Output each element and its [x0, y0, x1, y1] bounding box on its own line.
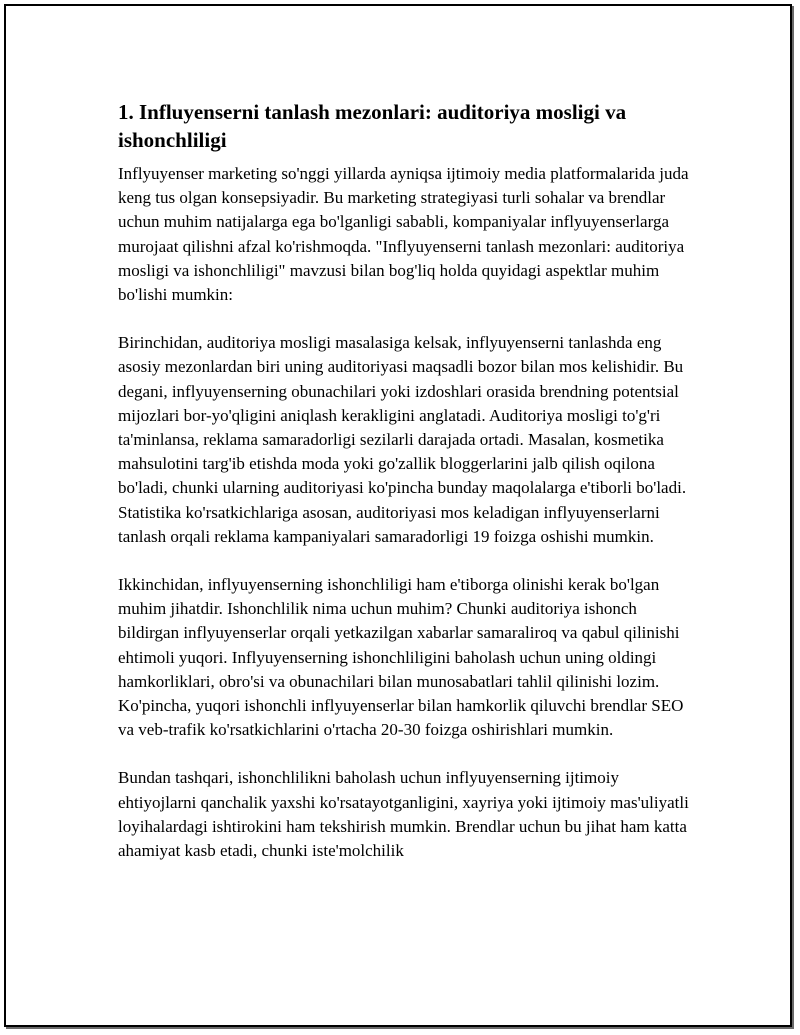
section-heading: 1. Influyenserni tanlash mezonlari: auditoriya mosligi va ishonchliligi — [118, 100, 627, 152]
document-body — [118, 98, 698, 887]
paragraph-credibility: Ikkinchidan, inflyuyenserning ishonchliligi ham e'tiborga olinishi kerak bo'lgan muhim jihatdir. Ishonchlilik nima uchun muhim? Chunki auditoriya ishonch bildirgan inflyuyenserlar orqali yetkazilgan xabarlar samaraliroq va qabul qilinishi ehtimoli yuqori. Inflyuyenserning ishonchliligini baholash uchun uning oldingi hamkorliklari, obro'si va obunachilari bilan munosabatlari tahlil qilinishi lozim. Ko'pincha, yuqori ishonchli inflyuyenserlar bilan hamkorlik qiluvchi brendlar SEO va veb-trafik ko'rsatkichlarini o'rtacha 20-30 foizga oshirishlari mumkin. — [118, 575, 684, 740]
paragraph-intro: Inflyuyenser marketing so'nggi yillarda ayniqsa ijtimoiy media platformalarida juda keng tus olgan konsepsiyadir. Bu marketing strategiyasi turli sohalar va brendlar uchun muhim natijalarga ega bo'lganligi sababli, kompaniyalar inflyuyenserlarga murojaat qilishni afzal ko'rishmoqda. "Inflyuyenserni tanlash mezonlari: auditoriya mosligi va ishonchliligi" mavzusi bilan bog'liq holda quyidagi aspektlar muhim bo'lishi mumkin: — [118, 164, 689, 305]
paragraph-audience-fit: Birinchidan, auditoriya mosligi masalasiga kelsak, inflyuyenserni tanlashda eng asosiy mezonlardan biri uning auditoriyasi maqsadli bozor bilan mos kelishidir. Bu degani, inflyuyenserning obunachilari yoki izdoshlari orasida brendning potentsial mijozlari bor-yo'qligini aniqlash kerakligini anglatadi. Auditoriya mosligi to'g'ri ta'minlansa, reklama samaradorligi sezilarli darajada ortadi. Masalan, kosmetika mahsulotini targ'ib etishda moda yoki go'zallik bloggerlarini jalb qilish oqilona bo'ladi, chunki ularning auditoriyasi ko'pincha bunday maqolalarga e'tiborli bo'ladi. Statistika ko'rsatkichlariga asosan, auditoriyasi mos keladigan inflyuyenserlarni tanlash orqali reklama kampaniyalari samaradorligi 19 foizga oshishi mumkin. — [118, 333, 687, 546]
paragraph-social-responsibility: Bundan tashqari, ishonchlilikni baholash uchun inflyuyenserning ijtimoiy ehtiyojlarni qanchalik yaxshi ko'rsatayotganligini, xayriya yoki ijtimoiy mas'uliyatli loyihalardagi ishtirokini ham tekshirish mumkin. Brendlar uchun bu jihat ham katta ahamiyat kasb etadi, chunki iste'molchilik — [118, 768, 689, 861]
document-page — [4, 4, 792, 1027]
